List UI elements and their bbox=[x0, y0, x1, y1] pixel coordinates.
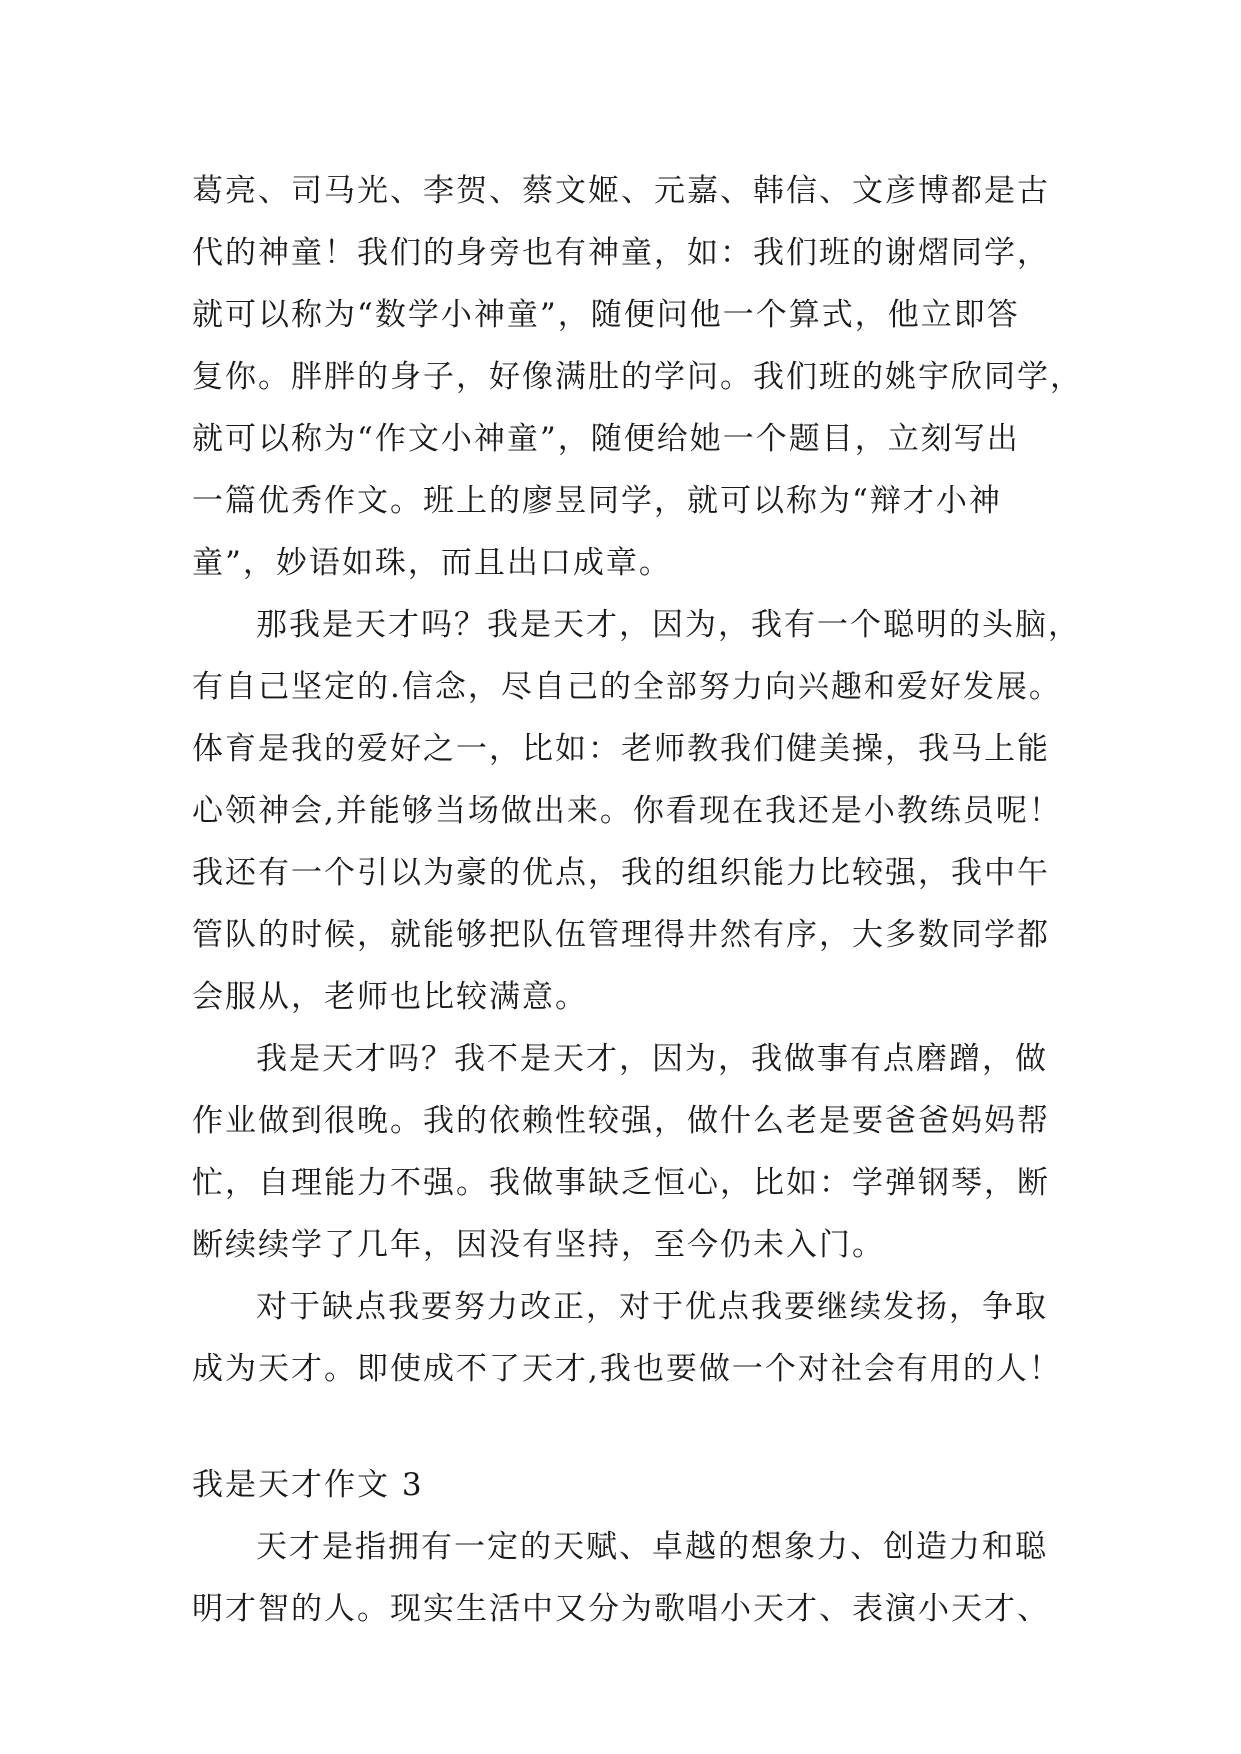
text-line: 忙，自理能力不强。我做事缺乏恒心，比如：学弹钢琴，断 bbox=[192, 1165, 1050, 1201]
text-line: 就可以称为“数学小神童”，随便问他一个算式，他立即答 bbox=[192, 297, 1020, 333]
text-line: 童”，妙语如珠，而且出口成章。 bbox=[192, 545, 672, 581]
text-line: 断续续学了几年，因没有坚持，至今仍未入门。 bbox=[192, 1227, 885, 1263]
text-line: 复你。胖胖的身子，好像满肚的学问。我们班的姚宇欣同学， bbox=[192, 359, 1083, 395]
section-heading: 我是天才作文 3 bbox=[192, 1467, 424, 1503]
text-line: 就可以称为“作文小神童”，随便给她一个题目，立刻写出 bbox=[192, 421, 1020, 457]
text-line: 明才智的人。现实生活中又分为歌唱小天才、表演小天才、 bbox=[192, 1591, 1050, 1627]
text-line: 我还有一个引以为豪的优点，我的组织能力比较强，我中午 bbox=[192, 855, 1050, 891]
paragraph-5 bbox=[192, 1516, 1072, 1640]
text-line: 对于缺点我要努力改正，对于优点我要继续发扬，争取 bbox=[256, 1289, 1048, 1325]
paragraph-3 bbox=[192, 1028, 1072, 1276]
text-line: 成为天才。即使成不了天才,我也要做一个对社会有用的人！ bbox=[192, 1351, 1062, 1387]
essay-body bbox=[192, 160, 1083, 1640]
text-line: 一篇优秀作文。班上的廖昱同学，就可以称为“辩才小神 bbox=[192, 483, 1002, 519]
text-line: 管队的时候，就能够把队伍管理得井然有序，大多数同学都 bbox=[192, 917, 1050, 953]
text-line: 心领神会,并能够当场做出来。你看现在我还是小教练员呢！ bbox=[192, 793, 1062, 829]
paragraph-2 bbox=[192, 594, 1081, 1028]
paragraph-1 bbox=[192, 160, 1083, 594]
text-line: 有自己坚定的.信念，尽自己的全部努力向兴趣和爱好发展。 bbox=[192, 669, 1062, 705]
paragraph-4 bbox=[192, 1276, 1072, 1400]
text-line: 代的神童！我们的身旁也有神童，如：我们班的谢熠同学， bbox=[192, 235, 1050, 271]
text-line: 我是天才吗？我不是天才，因为，我做事有点磨蹭，做 bbox=[256, 1041, 1048, 1077]
text-line: 体育是我的爱好之一，比如：老师教我们健美操，我马上能 bbox=[192, 731, 1050, 767]
section-spacer bbox=[192, 1400, 1072, 1454]
text-line: 葛亮、司马光、李贺、蔡文姬、元嘉、韩信、文彦博都是古 bbox=[192, 173, 1050, 209]
text-line: 作业做到很晚。我的依赖性较强，做什么老是要爸爸妈妈帮 bbox=[192, 1103, 1050, 1139]
text-line: 那我是天才吗？我是天才，因为，我有一个聪明的头脑， bbox=[256, 607, 1081, 643]
text-line: 会服从，老师也比较满意。 bbox=[192, 979, 588, 1015]
text-line: 天才是指拥有一定的天赋、卓越的想象力、创造力和聪 bbox=[256, 1529, 1048, 1565]
